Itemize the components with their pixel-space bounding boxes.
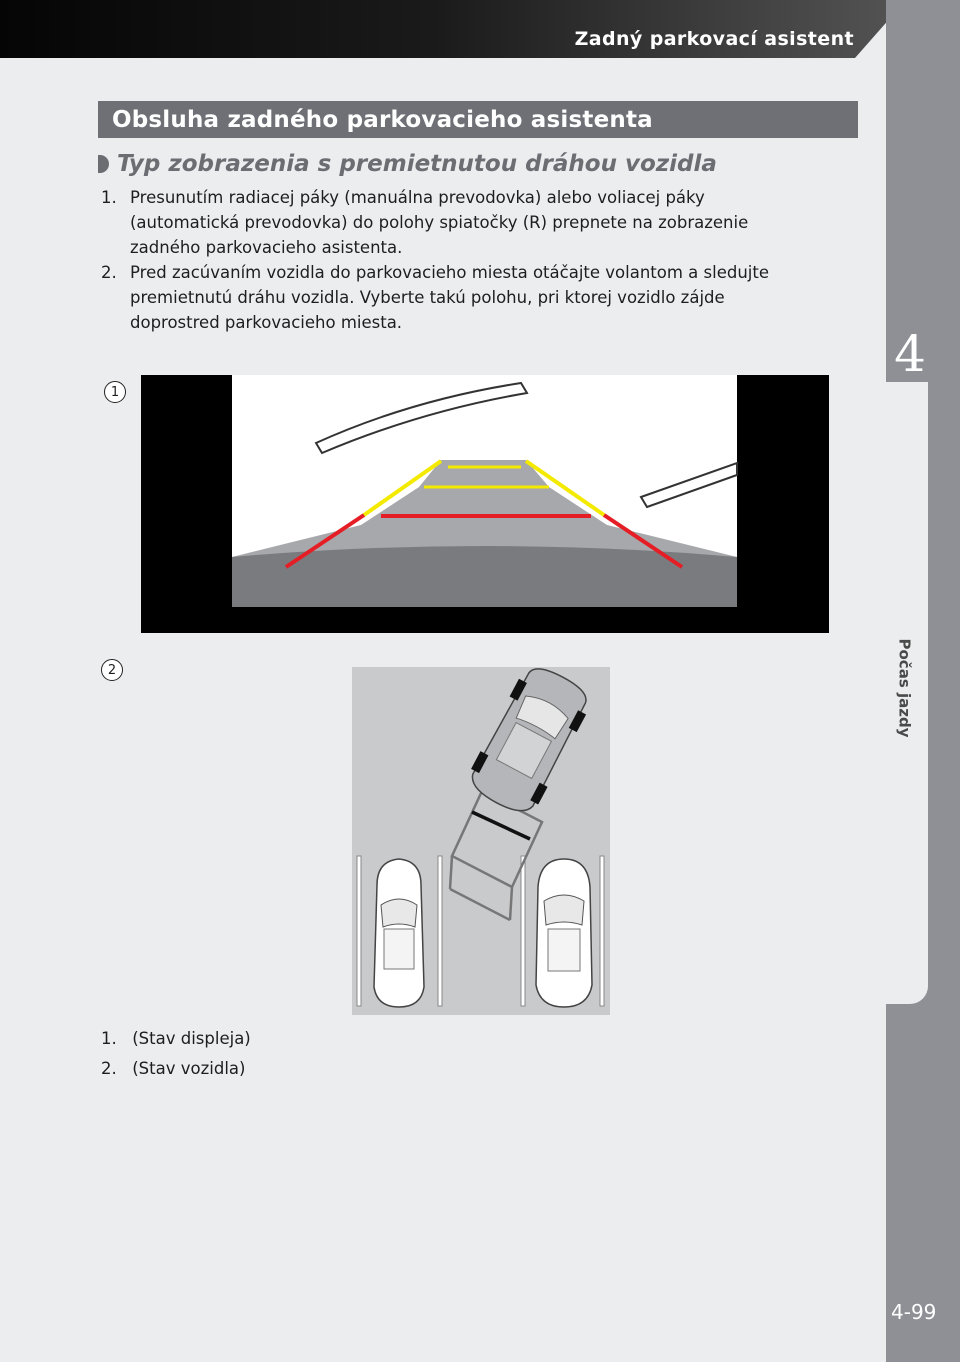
chapter-tab (858, 382, 928, 1004)
steps-list (98, 185, 838, 335)
parking-diagram (352, 667, 610, 1015)
page-number: 4-99 (891, 1300, 937, 1324)
step-line: Presunutím radiacej páky (manuálna prevodovka) alebo voliacej páky (130, 188, 705, 207)
figure-legend (98, 1028, 398, 1080)
legend-number: 2. (101, 1059, 117, 1078)
parking-line (357, 856, 361, 1006)
legend-text: (Stav vozidla) (132, 1059, 246, 1078)
figure-marker-2: 2 (101, 659, 123, 681)
legend-item (98, 1028, 398, 1050)
chapter-number: 4 (894, 325, 926, 383)
parking-line (600, 856, 604, 1006)
step-item (98, 185, 838, 260)
legend-item (98, 1058, 398, 1080)
parking-line (521, 856, 525, 1006)
figure-marker-1: 1 (104, 381, 126, 403)
step-line: Pred zacúvaním vozidla do parkovacieho miesta otáčajte volantom a sledujte (130, 263, 769, 282)
step-line: premietnutú dráhu vozidla. Vyberte takú polohu, pri ktorej vozidlo zájde (130, 288, 725, 307)
section-heading (98, 101, 858, 138)
header-title: Zadný parkovací asistent (574, 28, 854, 50)
parked-car-left (374, 859, 424, 1007)
step-number: 1. (101, 188, 117, 207)
header-corner-shape (0, 0, 960, 58)
subsection-heading (98, 151, 717, 177)
rear-camera-display (141, 375, 829, 633)
step-line: doprostred parkovacieho miesta. (130, 313, 403, 332)
header-bar (0, 0, 960, 58)
legend-text: (Stav displeja) (132, 1029, 251, 1048)
chapter-label-text: Počas jazdy (895, 638, 914, 738)
step-item (98, 260, 838, 335)
parking-line (438, 856, 442, 1006)
step-number: 2. (101, 263, 117, 282)
bullet-icon (98, 155, 109, 173)
step-line: zadného parkovacieho asistenta. (130, 238, 403, 257)
step-line: (automatická prevodovka) do polohy spiatočky (R) prepnete na zobrazenie (130, 213, 749, 232)
section-title: Obsluha zadného parkovacieho asistenta (112, 107, 653, 133)
legend-number: 1. (101, 1029, 117, 1048)
subsection-title: Typ zobrazenia s premietnutou dráhou vozidla (117, 151, 717, 177)
parked-car-right (536, 859, 592, 1007)
